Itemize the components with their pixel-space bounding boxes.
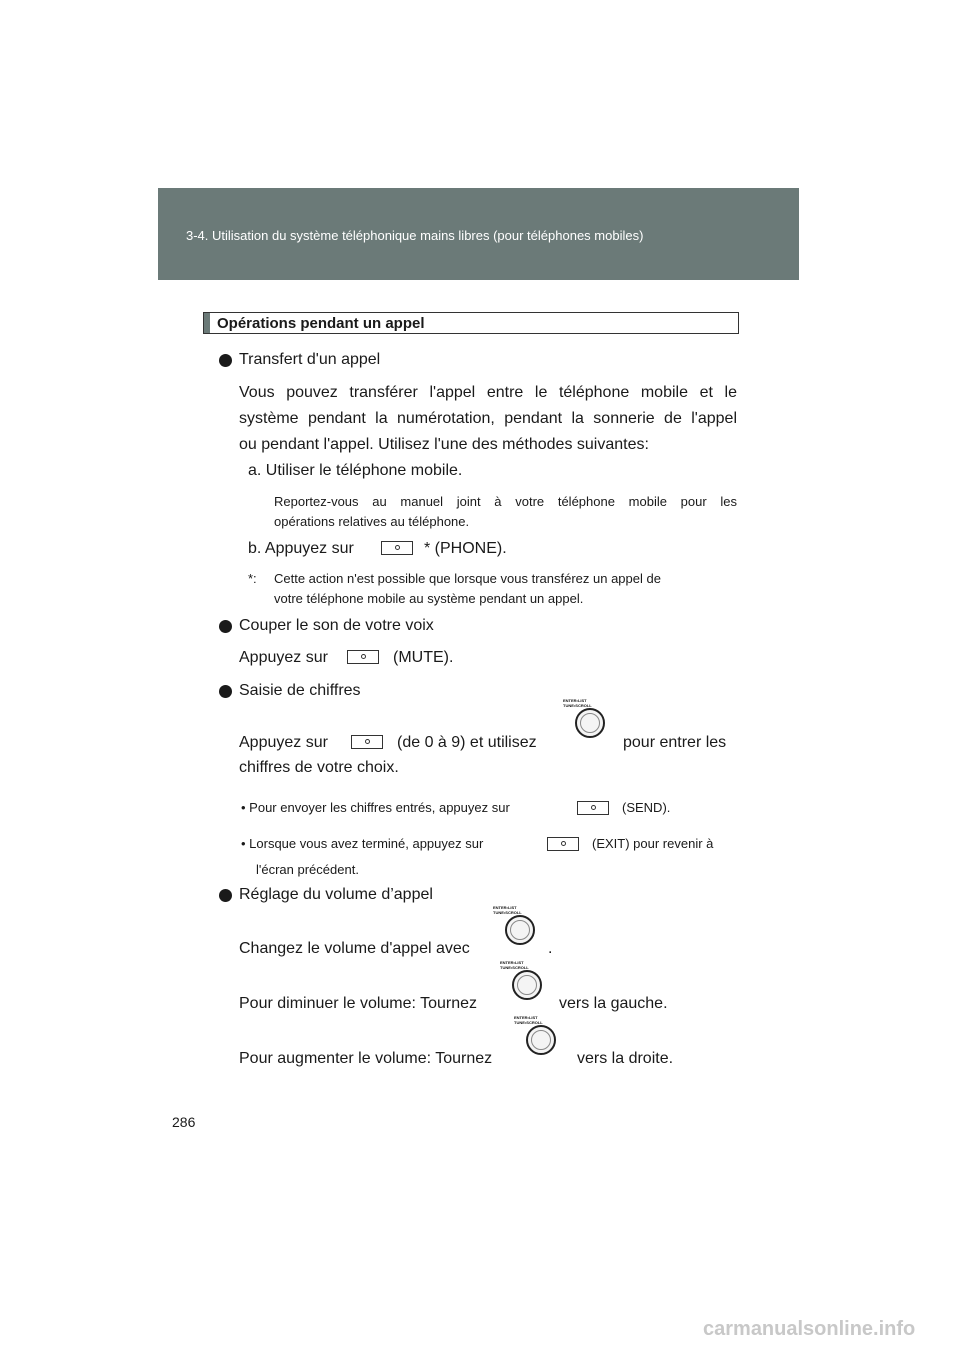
footnote-text: votre téléphone mobile au système pendant un appel. <box>274 591 584 606</box>
mute-button-icon <box>347 650 379 664</box>
volume-heading: Réglage du volume d’appel <box>239 886 433 903</box>
footnote-mark: *: <box>248 571 257 586</box>
section-heading-bar <box>204 313 210 333</box>
section-heading-box <box>203 312 739 334</box>
mute-instruction: Appuyez sur <box>239 649 328 666</box>
volume-decrease-instruction: Pour diminuer le volume: Tournez <box>239 995 478 1012</box>
number-button-icon <box>351 735 383 749</box>
digits-bullet-suffix: (SEND). <box>622 800 671 815</box>
digits-instruction: Appuyez sur <box>239 734 328 751</box>
digits-bullet-suffix: (EXIT) pour revenir à <box>592 836 714 851</box>
knob-label: ENTER•LIST <box>563 698 587 703</box>
transfer-heading: Transfert d'un appel <box>239 351 381 368</box>
knob-label: TUNE•SCROLL <box>563 703 592 708</box>
option-b-label: b. Appuyez sur <box>248 540 354 557</box>
transfer-paragraph-line: système pendant la numérotation, pendant la sonnerie de l'appel <box>239 410 737 427</box>
chapter-header-band <box>158 188 799 280</box>
knob-label: TUNE•SCROLL <box>493 910 522 915</box>
transfer-paragraph-line: Vous pouvez transférer l'appel entre le téléphone mobile et le <box>239 384 737 401</box>
digits-instruction: chiffres de votre choix. <box>239 759 399 776</box>
footnote-text: Cette action n'est possible que lorsque vous transférez un appel de <box>274 571 661 586</box>
exit-button-icon <box>547 837 579 851</box>
mute-heading: Couper le son de votre voix <box>239 617 434 634</box>
volume-increase-instruction: vers la droite. <box>577 1050 674 1067</box>
bullet-dot <box>219 620 232 633</box>
transfer-paragraph-line: ou pendant l'appel. Utilisez l'une des méthodes suivantes: <box>239 436 649 453</box>
digits-instruction: (de 0 à 9) et utilisez <box>397 734 537 751</box>
bullet-dot <box>219 685 232 698</box>
option-a-note: Reportez-vous au manuel joint à votre téléphone mobile pour les <box>274 494 737 509</box>
digits-bullet-continuation: l'écran précédent. <box>256 862 359 877</box>
tune-scroll-knob-icon <box>493 905 545 955</box>
watermark: carmanualsonline.info <box>703 1318 916 1340</box>
option-a-label: a. Utiliser le téléphone mobile. <box>248 462 463 479</box>
phone-button-icon <box>381 541 413 555</box>
digits-bullet: • Lorsque vous avez terminé, appuyez sur <box>241 836 484 851</box>
digits-bullet: • Pour envoyer les chiffres entrés, appuyez sur <box>241 800 510 815</box>
tune-scroll-knob-icon <box>514 1015 566 1065</box>
tune-scroll-knob-icon <box>563 698 615 748</box>
option-b-suffix: * (PHONE). <box>424 540 507 557</box>
option-a-note: opérations relatives au téléphone. <box>274 514 470 529</box>
volume-instruction: . <box>548 940 553 957</box>
knob-label: TUNE•SCROLL <box>514 1020 543 1025</box>
tune-scroll-knob-icon <box>500 960 552 1010</box>
volume-increase-instruction: Pour augmenter le volume: Tournez <box>239 1050 493 1067</box>
section-title: Opérations pendant un appel <box>217 315 425 332</box>
chapter-title: 3-4. Utilisation du système téléphonique mains libres (pour téléphones mobiles) <box>186 228 644 243</box>
digits-instruction: pour entrer les <box>623 734 727 751</box>
bullet-dot <box>219 889 232 902</box>
send-button-icon <box>577 801 609 815</box>
volume-decrease-instruction: vers la gauche. <box>559 995 668 1012</box>
knob-label: ENTER•LIST <box>500 960 524 965</box>
mute-suffix: (MUTE). <box>393 649 454 666</box>
page-number: 286 <box>172 1114 196 1130</box>
volume-instruction: Changez le volume d'appel avec <box>239 940 470 957</box>
digits-heading: Saisie de chiffres <box>239 682 361 699</box>
knob-label: TUNE•SCROLL <box>500 965 529 970</box>
bullet-dot <box>219 354 232 367</box>
knob-label: ENTER•LIST <box>514 1015 538 1020</box>
knob-label: ENTER•LIST <box>493 905 517 910</box>
